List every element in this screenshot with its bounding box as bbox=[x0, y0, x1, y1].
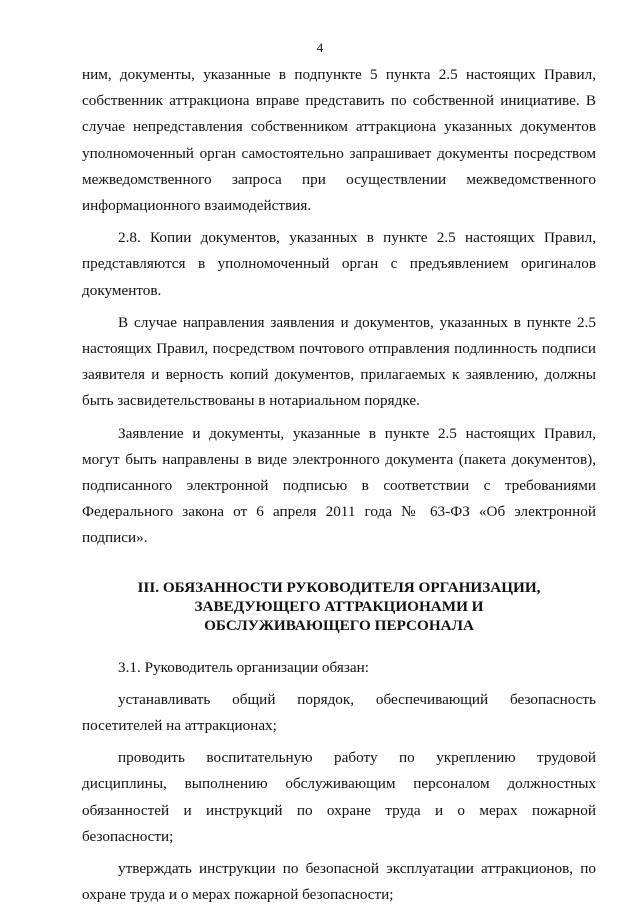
section-heading-line-3: ОБСЛУЖИВАЮЩЕГО ПЕРСОНАЛА bbox=[204, 616, 474, 634]
paragraph-2-8: 2.8. Копии документов, указанных в пункте 2.5 настоящих Правил, представляются в уполномоченный орган с предъявлением оригиналов документов. bbox=[82, 229, 596, 299]
section-heading bbox=[82, 578, 596, 635]
page-number: 4 bbox=[316, 40, 324, 55]
paragraph-postal-submission: В случае направления заявления и документов, указанных в пункте 2.5 настоящих Правил, посредством почтового отправления подлинность подписи заявителя и верность копий документов, прилагаемых к заявлению, должны быть засвидетельствованы в нотариальном порядке. bbox=[82, 313, 596, 410]
section-heading-line-1: III. ОБЯЗАННОСТИ РУКОВОДИТЕЛЯ ОРГАНИЗАЦИИ, bbox=[137, 578, 541, 596]
section-item-3-1: 3.1. Руководитель организации обязан: bbox=[118, 658, 369, 676]
section-item-instructions: утверждать инструкции по безопасной эксплуатации аттракционов, по охране труда и о мерах пожарной безопасности; bbox=[82, 860, 596, 904]
section-heading-line-2: ЗАВЕДУЮЩЕГО АТТРАКЦИОНАМИ И bbox=[194, 597, 484, 615]
paragraph-continuation: ним, документы, указанные в подпункте 5 пункта 2.5 настоящих Правил, собственник аттракциона вправе представить по собственной инициативе. В случае непредставления собственником аттракциона указанных документов уполномоченный орган самостоятельно запрашивает документы посредством межведомственного запроса при осуществлении межведомственного информационного взаимодействия. bbox=[82, 66, 596, 215]
section-item-safety-order: устанавливать общий порядок, обеспечивающий безопасность посетителей на аттракционах; bbox=[82, 690, 596, 735]
section-item-discipline: проводить воспитательную работу по укреплению трудовой дисциплины, выполнению обслуживающим персоналом должностных обязанностей и инструкций по охране труда и о мерах пожарной безопасности; bbox=[82, 749, 596, 845]
paragraph-electronic-submission: Заявление и документы, указанные в пункте 2.5 настоящих Правил, могут быть направлены в виде электронного документа (пакета документов), подписанного электронной подписью в соответствии с требованиями Федерального закона от 6 апреля 2011 года № 63-ФЗ «Об электронной подписи». bbox=[82, 424, 596, 547]
document-body bbox=[82, 62, 596, 908]
